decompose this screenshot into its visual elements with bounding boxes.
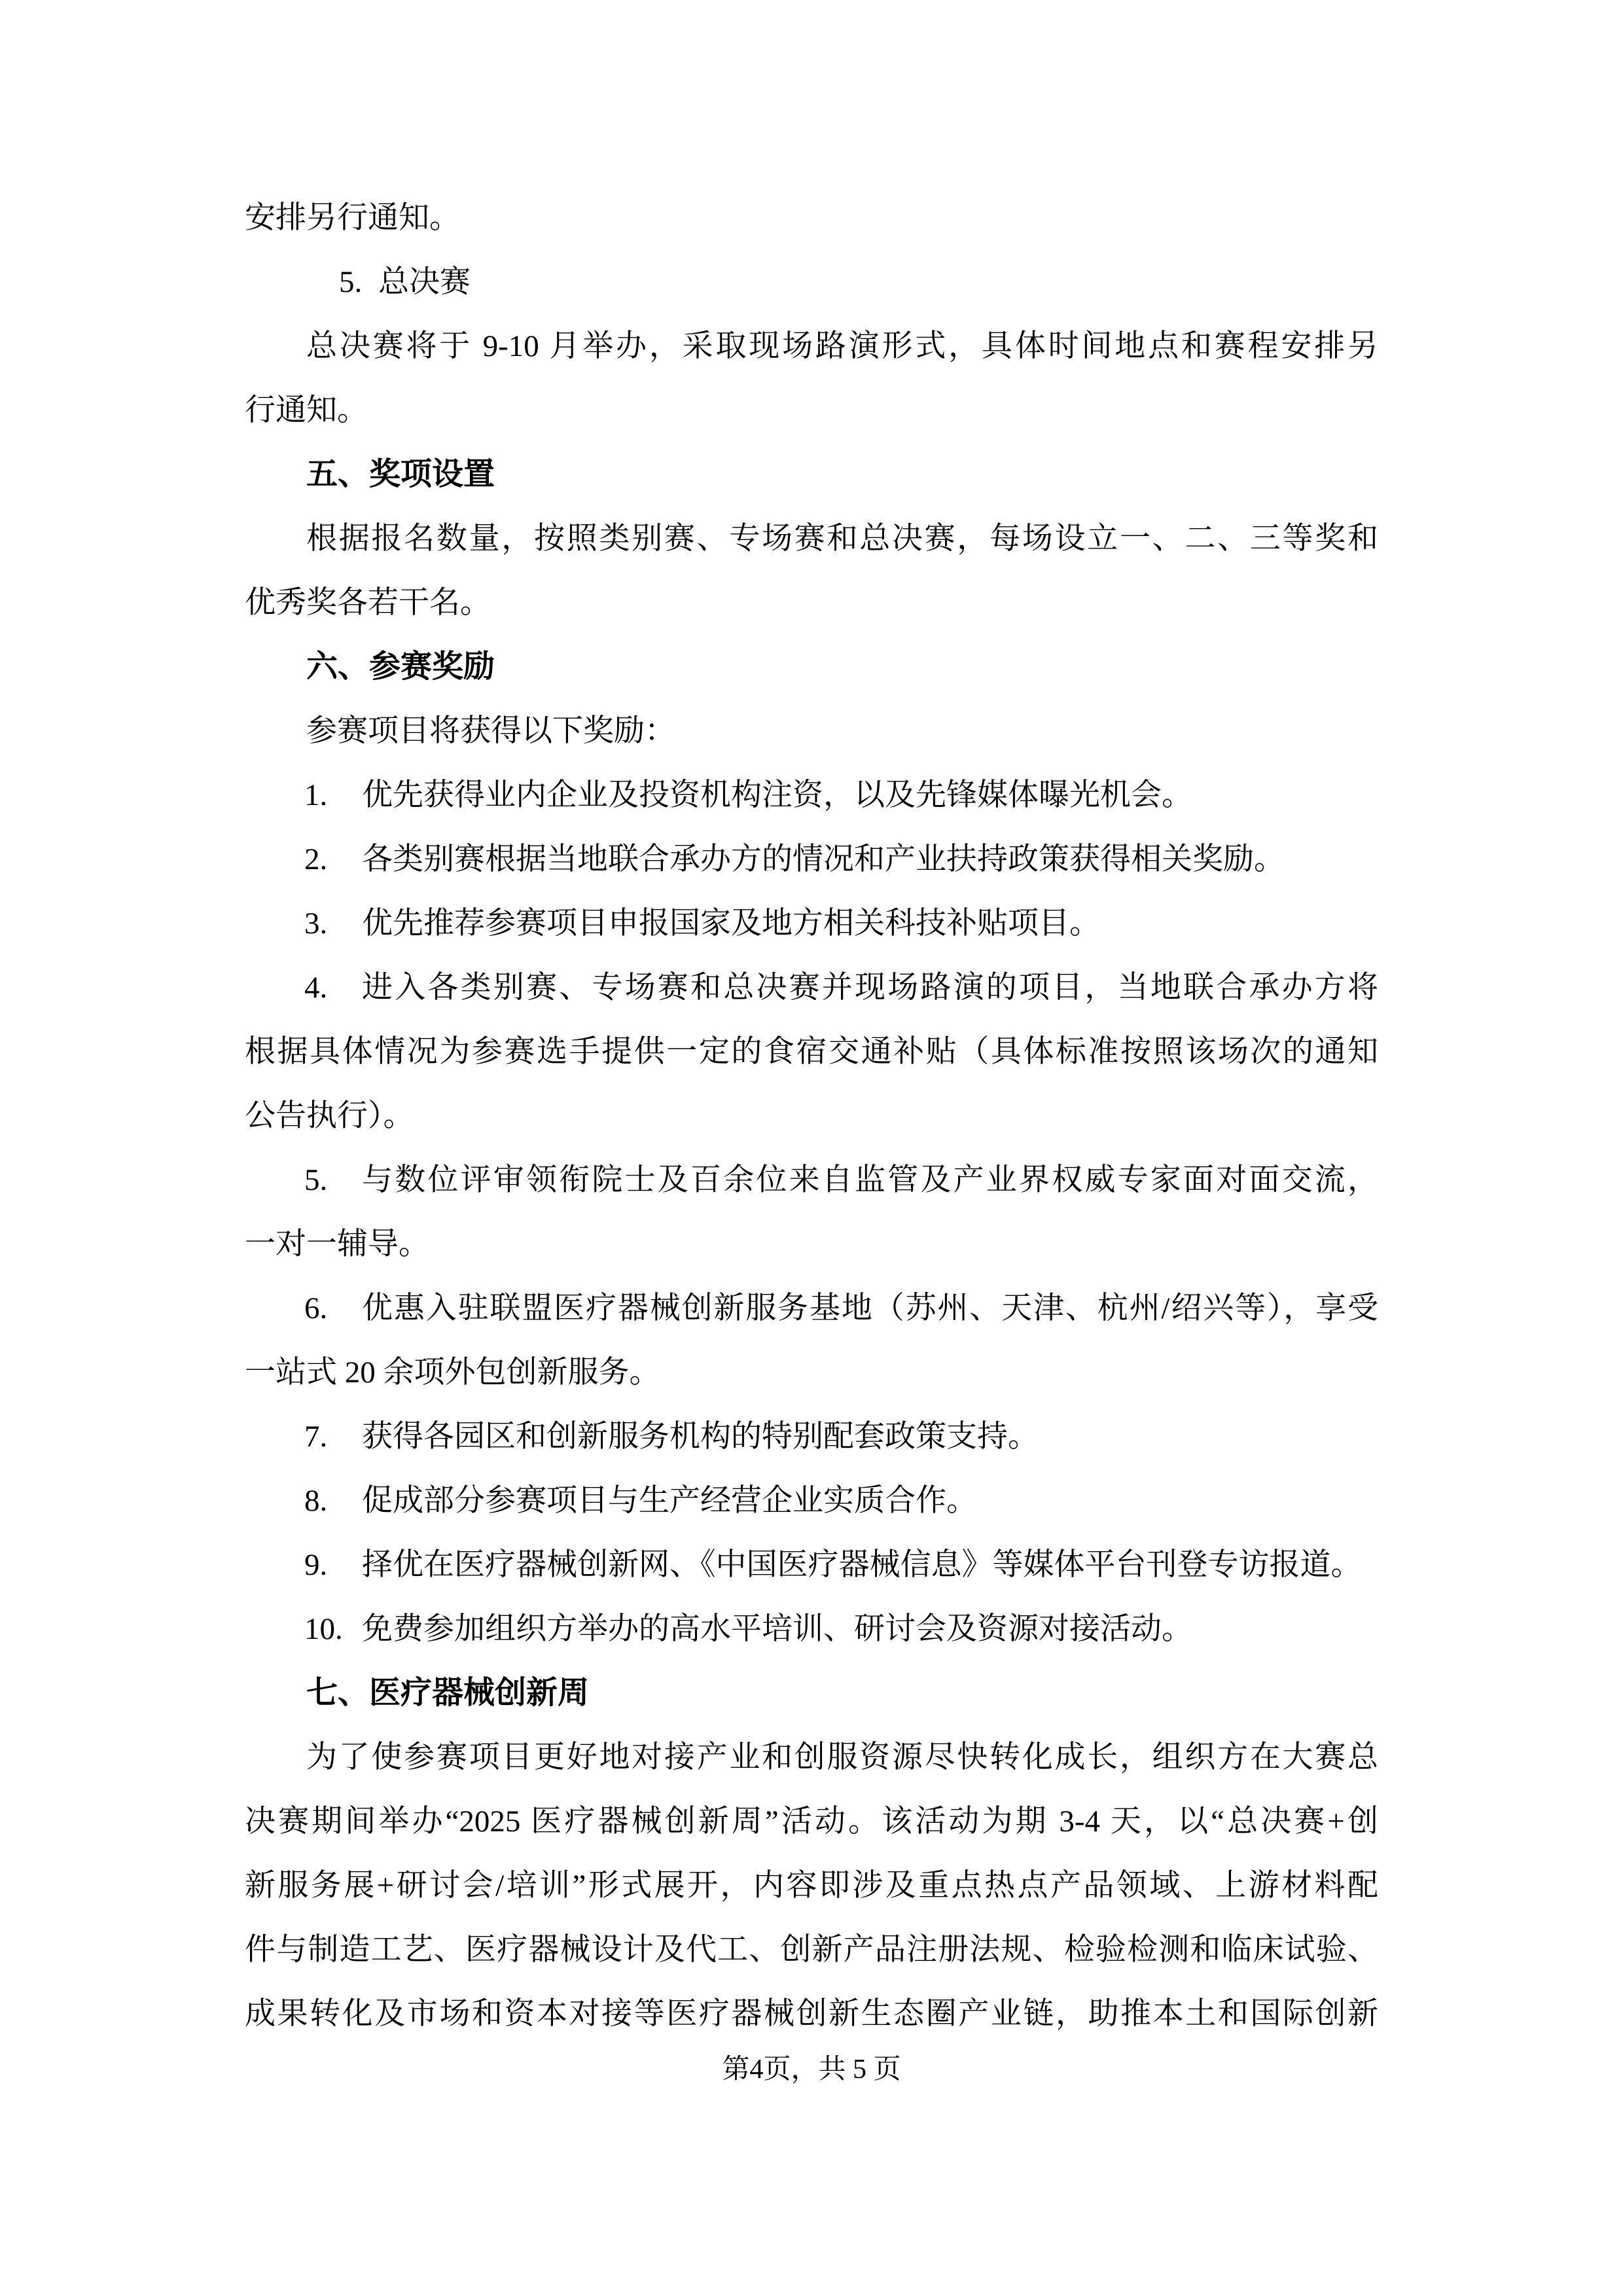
line-text: 件与制造工艺、医疗器械设计及代工、创新产品注册法规、检验检测和临床试验、	[245, 1933, 1378, 1967]
list-item-number: 5.	[339, 265, 363, 299]
page-footer-text: 第4页，共 5 页	[722, 2054, 901, 2085]
line-text: 总决赛	[378, 265, 471, 299]
line-text: 公告执行）。	[245, 1099, 414, 1133]
line-text: 成果转化及市场和资本对接等医疗器械创新生态圈产业链，助推本土和国际创新	[245, 1997, 1378, 2031]
list-item-number: 9.	[304, 1548, 328, 1582]
text-line	[245, 1982, 1378, 2046]
line-text: 五、奖项设置	[306, 457, 495, 492]
line-text: 一站式 20 余项外包创新服务。	[245, 1355, 660, 1390]
text-line	[245, 507, 1378, 571]
list-item	[245, 1469, 1378, 1533]
line-text: 与数位评审领衔院士及百余位来自监管及产业界权威专家面对面交流，	[362, 1163, 1378, 1197]
section-heading	[245, 442, 1378, 507]
line-text: 获得各园区和创新服务机构的特别配套政策支持。	[362, 1420, 1039, 1454]
list-item-number: 10.	[304, 1612, 343, 1646]
list-item-number: 2.	[304, 842, 328, 876]
section-heading	[245, 1661, 1378, 1725]
line-text: 进入各类别赛、专场赛和总决赛并现场路演的项目，当地联合承办方将	[362, 971, 1378, 1005]
page-footer	[0, 2054, 1623, 2085]
line-text: 优先获得业内企业及投资机构注资，以及先锋媒体曝光机会。	[362, 778, 1192, 812]
text-line	[245, 699, 1378, 763]
text-line	[245, 1789, 1378, 1854]
line-text: 行通知。	[245, 393, 368, 427]
line-text: 免费参加组织方举办的高水平培训、研讨会及资源对接活动。	[362, 1612, 1192, 1646]
list-item-number: 6.	[304, 1291, 328, 1325]
list-item	[245, 1276, 1378, 1340]
line-text: 一对一辅导。	[245, 1227, 429, 1261]
line-text: 总决赛将于 9-10 月举办，采取现场路演形式，具体时间地点和赛程安排另	[306, 329, 1378, 363]
list-item	[245, 891, 1378, 956]
line-text: 优先推荐参赛项目申报国家及地方相关科技补贴项目。	[362, 906, 1100, 941]
section-heading	[245, 635, 1378, 699]
list-item-number: 4.	[304, 971, 328, 1005]
list-item-number: 7.	[304, 1420, 328, 1454]
list-item	[245, 1148, 1378, 1212]
text-line	[245, 1854, 1378, 1918]
line-text: 决赛期间举办“2025 医疗器械创新周”活动。该活动为期 3-4 天，以“总决赛+创	[245, 1804, 1378, 1839]
text-line	[245, 1020, 1378, 1084]
list-item	[245, 1533, 1378, 1597]
line-text: 优秀奖各若干名。	[245, 586, 491, 620]
text-line	[245, 1725, 1378, 1789]
list-item	[245, 827, 1378, 891]
line-text: 六、参赛奖励	[306, 649, 495, 684]
list-item	[245, 1405, 1378, 1469]
list-item-number: 8.	[304, 1484, 328, 1518]
list-item-number: 1.	[304, 778, 328, 812]
list-item-number: 3.	[304, 906, 328, 941]
list-item	[245, 763, 1378, 827]
text-line	[245, 571, 1378, 635]
line-text: 参赛项目将获得以下奖励：	[306, 714, 675, 748]
list-item	[245, 1597, 1378, 1661]
line-text: 根据报名数量，按照类别赛、专场赛和总决赛，每场设立一、二、三等奖和	[306, 522, 1378, 556]
line-text: 各类别赛根据当地联合承办方的情况和产业扶持政策获得相关奖励。	[362, 842, 1285, 876]
text-line	[245, 314, 1378, 378]
line-text: 七、医疗器械创新周	[306, 1676, 590, 1710]
text-line	[245, 186, 1378, 250]
line-text: 择优在医疗器械创新网、《中国医疗器械信息》等媒体平台刊登专访报道。	[362, 1548, 1362, 1582]
text-line	[245, 1918, 1378, 1982]
document-body	[245, 186, 1378, 2046]
list-item	[245, 250, 1378, 314]
line-text: 根据具体情况为参赛选手提供一定的食宿交通补贴（具体标准按照该场次的通知	[245, 1035, 1378, 1069]
text-line	[245, 1212, 1378, 1276]
line-text: 安排另行通知。	[245, 201, 460, 235]
line-text: 新服务展+研讨会/培训”形式展开，内容即涉及重点热点产品领域、上游材料配	[245, 1869, 1378, 1903]
list-item	[245, 956, 1378, 1020]
list-item-number: 5.	[304, 1163, 328, 1197]
text-line	[245, 1084, 1378, 1148]
line-text: 促成部分参赛项目与生产经营企业实质合作。	[362, 1484, 977, 1518]
text-line	[245, 1340, 1378, 1405]
line-text: 为了使参赛项目更好地对接产业和创服资源尽快转化成长，组织方在大赛总	[306, 1740, 1378, 1774]
line-text: 优惠入驻联盟医疗器械创新服务基地（苏州、天津、杭州/绍兴等），享受	[362, 1291, 1378, 1325]
text-line	[245, 378, 1378, 442]
